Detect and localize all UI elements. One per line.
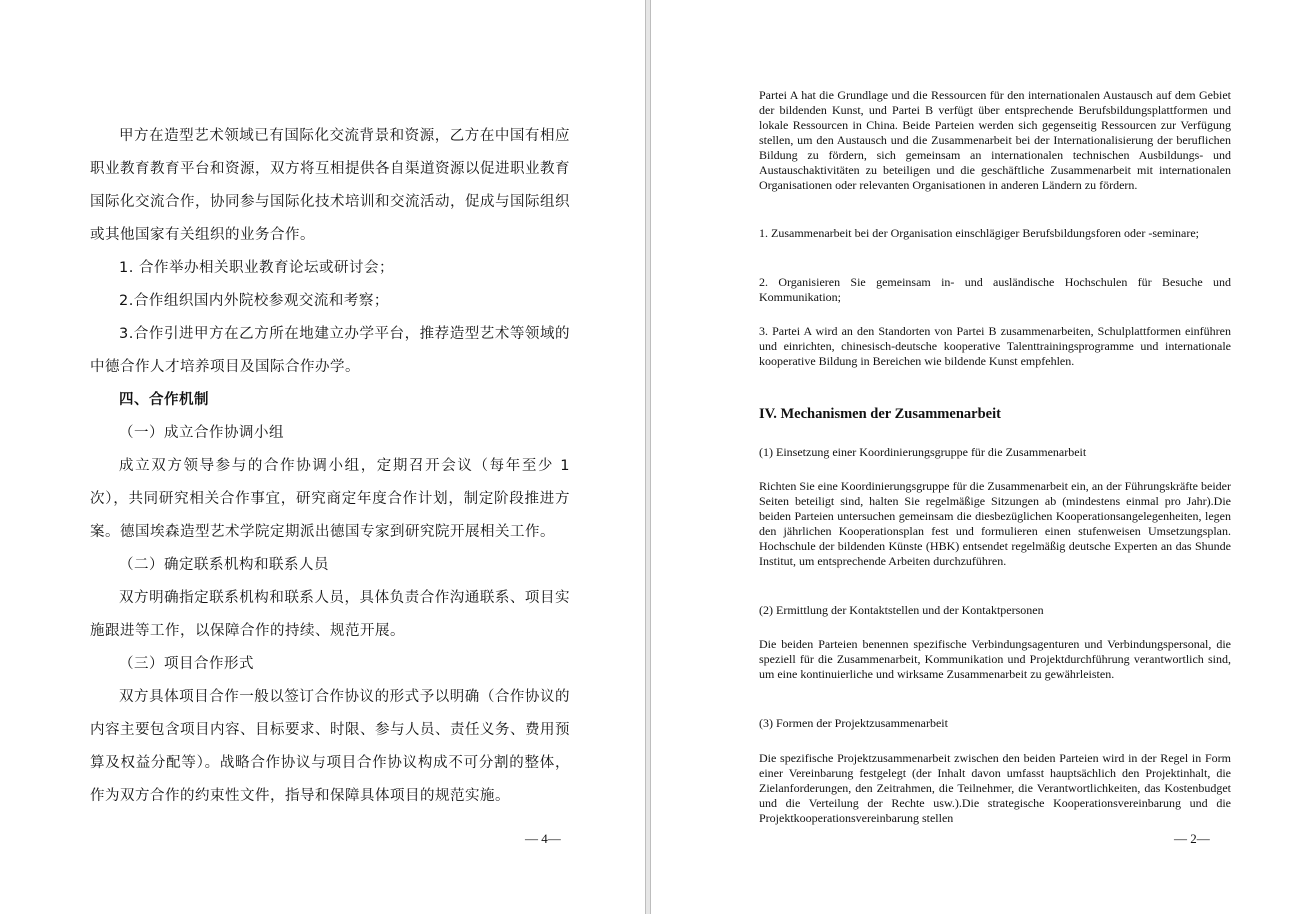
subsection-heading: (1) Einsetzung einer Koordinierungsgruppe für die Zusammenarbeit [759,445,1087,459]
chinese-text-body [90,120,570,813]
paragraph: 甲方在造型艺术领域已有国际化交流背景和资源，乙方在中国有相应职业教育教育平台和资源，双方将互相提供各自渠道资源以促进职业教育国际化交流合作，协同参与国际化技术培训和交流活动，促成与国际组织或其他国家有关组织的业务合作。 [90,128,570,243]
list-item: 1. Zusammenarbeit bei der Organisation einschlägiger Berufsbildungsforen oder -seminare; [759,226,1199,240]
paragraph: Die beiden Parteien benennen spezifische Verbindungsagenturen und Verbindungspersonal, die speziell für die Zusammenarbeit, Kommunikation und Projektdurchführung verantwortlich sind, um eine kontinuierliche und wirksame Zusammenarbeit zu gewährleisten. [759,637,1231,681]
left-page [0,0,646,914]
list-item: 3.合作引进甲方在乙方所在地建立办学平台，推荐造型艺术等领域的中德合作人才培养项目及国际合作办学。 [90,326,570,375]
section-heading: 四、合作机制 [119,392,209,408]
subsection-heading: （二）确定联系机构和联系人员 [119,557,329,573]
right-page [650,0,1296,914]
german-text-body [759,88,1231,828]
paragraph: 成立双方领导参与的合作协调小组，定期召开会议（每年至少 1 次），共同研究相关合作事宜，研究商定年度合作计划，制定阶段推进方案。德国埃森造型艺术学院定期派出德国专家到研究院开展相关工作。 [90,458,570,540]
paragraph: 双方明确指定联系机构和联系人员，具体负责合作沟通联系、项目实施跟进等工作，以保障合作的持续、规范开展。 [90,590,570,639]
subsection-heading: (3) Formen der Projektzusammenarbeit [759,716,948,730]
paragraph: Partei A hat die Grundlage und die Ressourcen für den internationalen Austausch auf dem Gebiet der bildenden Kunst, und Partei B verfügt über entsprechende Berufsbildungsplattformen und lokale Ressourcen in China. Beide Parteien werden sich gegenseitig Ressourcen zur Verfügung stellen, um den Austausch und die Zusammenarbeit bei der Internationalisierung der beruflichen Bildung zu fördern, sich gemeinsam an internationalen technischen Ausbildungs- und Austauschaktivitäten zu beteiligen und die geschäftliche Zusammenarbeit mit internationalen Organisationen oder relevanten Organisationen in anderen Ländern zu fördern. [759,88,1231,192]
paragraph: 双方具体项目合作一般以签订合作协议的形式予以明确（合作协议的内容主要包含项目内容、目标要求、时限、参与人员、责任义务、费用预算及权益分配等）。战略合作协议与项目合作协议构成不可分割的整体，作为双方合作的约束性文件，指导和保障具体项目的规范实施。 [90,689,570,804]
list-item: 2.合作组织国内外院校参观交流和考察； [119,293,389,309]
subsection-heading: （三）项目合作形式 [119,656,254,672]
page-number: — 4— [525,831,561,846]
section-heading: IV. Mechanismen der Zusammenarbeit [759,406,1001,422]
subsection-heading: (2) Ermittlung der Kontaktstellen und der Kontaktpersonen [759,603,1044,617]
paragraph: Die spezifische Projektzusammenarbeit zwischen den beiden Parteien wird in der Regel in Form einer Vereinbarung festgelegt (der Inhalt davon umfasst hauptsächlich den Projektinhalt, die Zielanforderungen, den Zeitrahmen, die Teilnehmer, die Verantwortlichkeiten, das Kostenbudget und die Verteilung der Rechte usw.).Die strategische Kooperationsvereinbarung und die Projektkooperationsvereinbarung stellen [759,751,1231,825]
list-item: 1. 合作举办相关职业教育论坛或研讨会； [119,260,394,276]
subsection-heading: （一）成立合作协调小组 [119,425,284,441]
page-number: — 2— [1174,831,1210,846]
list-item: 2. Organisieren Sie gemeinsam in- und ausländische Hochschulen für Besuche und Kommunikation; [759,275,1231,304]
list-item: 3. Partei A wird an den Standorten von Partei B zusammenarbeiten, Schulplattformen einführen und einrichten, chinesisch-deutsche kooperative Talenttrainingsprogramme und internationale kooperative Bildung in Bereichen wie bildende Kunst empfehlen. [759,324,1231,368]
paragraph: Richten Sie eine Koordinierungsgruppe für die Zusammenarbeit ein, an der Führungskräfte beider Seiten beteiligt sind, halten Sie regelmäßige Sitzungen ab (mindestens einmal pro Jahr).Die beiden Parteien untersuchen gemeinsam die diesbezüglichen Kooperationsangelegenheiten, legen den jährlichen Kooperationsplan fest und formulieren einen stufenweisen Umsetzungsplan. Hochschule der bildenden Künste (HBK) entsendet regelmäßig deutsche Experten an das Shunde Institut, um entsprechende Arbeiten durchzuführen. [759,479,1231,568]
